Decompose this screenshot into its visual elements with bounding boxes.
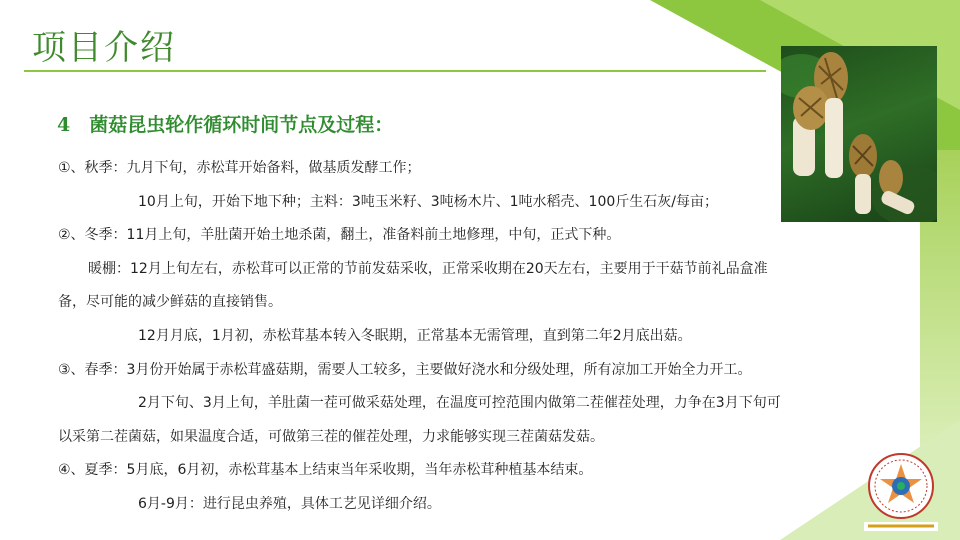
list-item: 暖棚：12月上旬左右，赤松茸可以正常的节前发菇采收，正常采收期在20天左右，主要用于干菇节前礼品盒准: [88, 260, 768, 277]
section-heading: 4 菌菇昆虫轮作循环时间节点及过程：: [57, 114, 394, 136]
list-item: ②、冬季：11月上旬，羊肚菌开始土地杀菌，翻土，准备料前土地修理，中旬，正式下种。: [58, 227, 621, 244]
list-item: 6月-9月：进行昆虫养殖，具体工艺见详细介绍。: [138, 495, 441, 512]
list-item: ①、秋季：九月下旬，赤松茸开始备料，做基质发酵工作；: [58, 160, 421, 176]
title-underline: [24, 70, 766, 72]
list-item: 以采第二茬菌菇，如果温度合适，可做第三茬的催茬处理，力求能够实现三茬菌菇发菇。: [58, 428, 604, 445]
list-item: ④、夏季：5月底，6月初，赤松茸基本上结束当年采收期，当年赤松茸种植基本结束。: [58, 462, 593, 479]
list-item: 10月上旬，开始下地下种；主料：3吨玉米籽、3吨杨木片、1吨水稻壳、100斤生石灰/每亩；: [138, 193, 718, 210]
list-item: 2月下旬、3月上旬，羊肚菌一茬可做采菇处理，在温度可控范围内做第二茬催茬处理，力争在3月下旬可: [138, 395, 781, 412]
page-title: 项目介绍: [32, 28, 176, 68]
content-body: [58, 152, 878, 522]
association-seal-logo: [862, 452, 940, 532]
list-item: 备，尽可能的减少鲜菇的直接销售。: [58, 294, 282, 311]
list-item: ③、春季：3月份开始属于赤松茸盛菇期，需要人工较多，主要做好浇水和分级处理，所有凉加工开始全力开工。: [58, 361, 752, 378]
list-item: 12月月底，1月初，赤松茸基本转入冬眠期，正常基本无需管理，直到第二年2月底出菇。: [138, 327, 692, 344]
